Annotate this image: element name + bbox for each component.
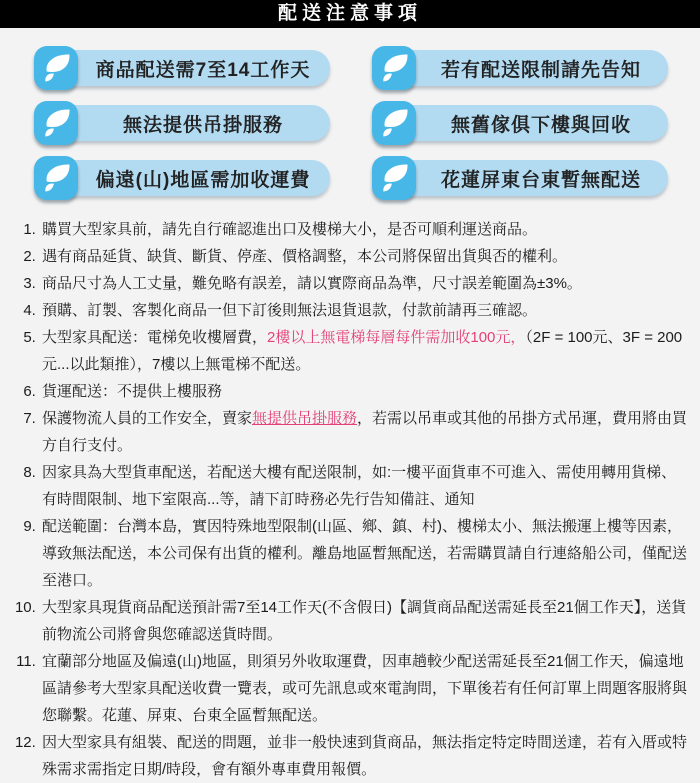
badge-delivery-days xyxy=(34,46,330,90)
note-text: 商品尺寸為人工丈量，難免略有誤差，請以實際商品為準，尺寸誤差範圍為±3%。 xyxy=(42,275,582,292)
note-text: 因大型家具有組裝、配送的問題，並非一般快速到貨商品，無法指定特定時間送達，若有入厝或特殊需求需指定日期/時段，會有額外專車費用報價。 xyxy=(42,734,688,778)
note-item-12 xyxy=(40,729,688,783)
note-text: 購買大型家具前，請先自行確認進出口及樓梯大小，是否可順利運送商品。 xyxy=(42,221,538,238)
leaf-icon xyxy=(34,101,78,145)
note-text: 保護物流人員的工作安全，賣家 xyxy=(42,410,253,427)
note-text: 因家具為大型貨車配送，若配送大樓有配送限制，如:一樓平面貨車不可進入、需使用轉用貨梯、有時間限制、地下室限高...等，請下訂時務必先行告知備註、通知 xyxy=(42,464,677,508)
leaf-icon xyxy=(34,156,78,200)
note-text: 預購、訂製、客製化商品一但下訂後則無法退貨退款，付款前請再三確認。 xyxy=(42,302,538,319)
leaf-icon xyxy=(34,46,78,90)
badge-no-old-furniture-removal xyxy=(372,101,668,145)
note-item-4 xyxy=(40,297,688,324)
badge-label: 無法提供吊掛服務 xyxy=(52,105,330,141)
note-text: 大型家具配送：電梯免收樓層費， xyxy=(42,329,268,346)
note-item-7 xyxy=(40,405,688,459)
leaf-icon xyxy=(372,101,416,145)
delivery-notes-list xyxy=(0,216,688,783)
page-header xyxy=(0,0,700,28)
badge-no-delivery-east-regions xyxy=(372,156,668,200)
note-text: 大型家具現貨商品配送預計需7至14工作天(不含假日)【調貨商品配送需延長至21個工作天】，送貨前物流公司將會與您確認送貨時間。 xyxy=(42,599,687,643)
delivery-badges xyxy=(34,46,668,200)
badge-label: 商品配送需7至14工作天 xyxy=(52,50,330,86)
note-text: 宜蘭部分地區及偏遠(山)地區，則須另外收取運費，因車趟較少配送需延長至21個工作天，偏遠地區請參考大型家具配送收費一覽表，或可先訊息或來電詢問，下單後若有任何訂單上問題客服將與您聯繫。花蓮、屏東、台東全區暫無配送。 xyxy=(42,653,688,724)
badge-delivery-limit-notice xyxy=(372,46,668,90)
note-item-2 xyxy=(40,243,688,270)
note-item-3 xyxy=(40,270,688,297)
badge-remote-area-fee xyxy=(34,156,330,200)
leaf-icon xyxy=(372,46,416,90)
badge-label: 若有配送限制請先告知 xyxy=(390,50,668,86)
note-text: （2F = 100元、3F = 200元...以此類推），7樓以上無電梯不配送。 xyxy=(42,329,683,373)
badge-no-hanging-service xyxy=(34,101,330,145)
page-title: 配送注意事項 xyxy=(277,3,422,24)
note-highlight: 無提供吊掛服務 xyxy=(252,410,358,427)
note-item-10 xyxy=(40,594,688,648)
leaf-icon xyxy=(372,156,416,200)
note-item-6 xyxy=(40,378,688,405)
note-item-11 xyxy=(40,648,688,729)
note-text: 遇有商品延貨、缺貨、斷貨、停產、價格調整，本公司將保留出貨與否的權利。 xyxy=(42,248,568,265)
note-text: 配送範圍：台灣本島，實因特殊地型限制(山區、鄉、鎮、村)、樓梯太小、無法搬運上樓等因素，導致無法配送，本公司保有出貨的權利。離島地區暫無配送，若需購買請自行連絡船公司，僅配送至港口。 xyxy=(42,518,688,589)
note-item-8 xyxy=(40,459,688,513)
note-text: ，若需以吊車或其他的吊掛方式吊運，費用將由買方自行支付。 xyxy=(42,410,688,454)
badge-label: 花蓮屏東台東暫無配送 xyxy=(390,160,668,196)
note-item-5 xyxy=(40,324,688,378)
note-item-1 xyxy=(40,216,688,243)
note-highlight: 2樓以上無電梯每層每件需加收100元， xyxy=(267,329,526,346)
note-item-9 xyxy=(40,513,688,594)
note-text: 貨運配送：不提供上樓服務 xyxy=(42,383,223,400)
badge-label: 偏遠(山)地區需加收運費 xyxy=(52,160,330,196)
badge-label: 無舊傢俱下樓與回收 xyxy=(390,105,668,141)
